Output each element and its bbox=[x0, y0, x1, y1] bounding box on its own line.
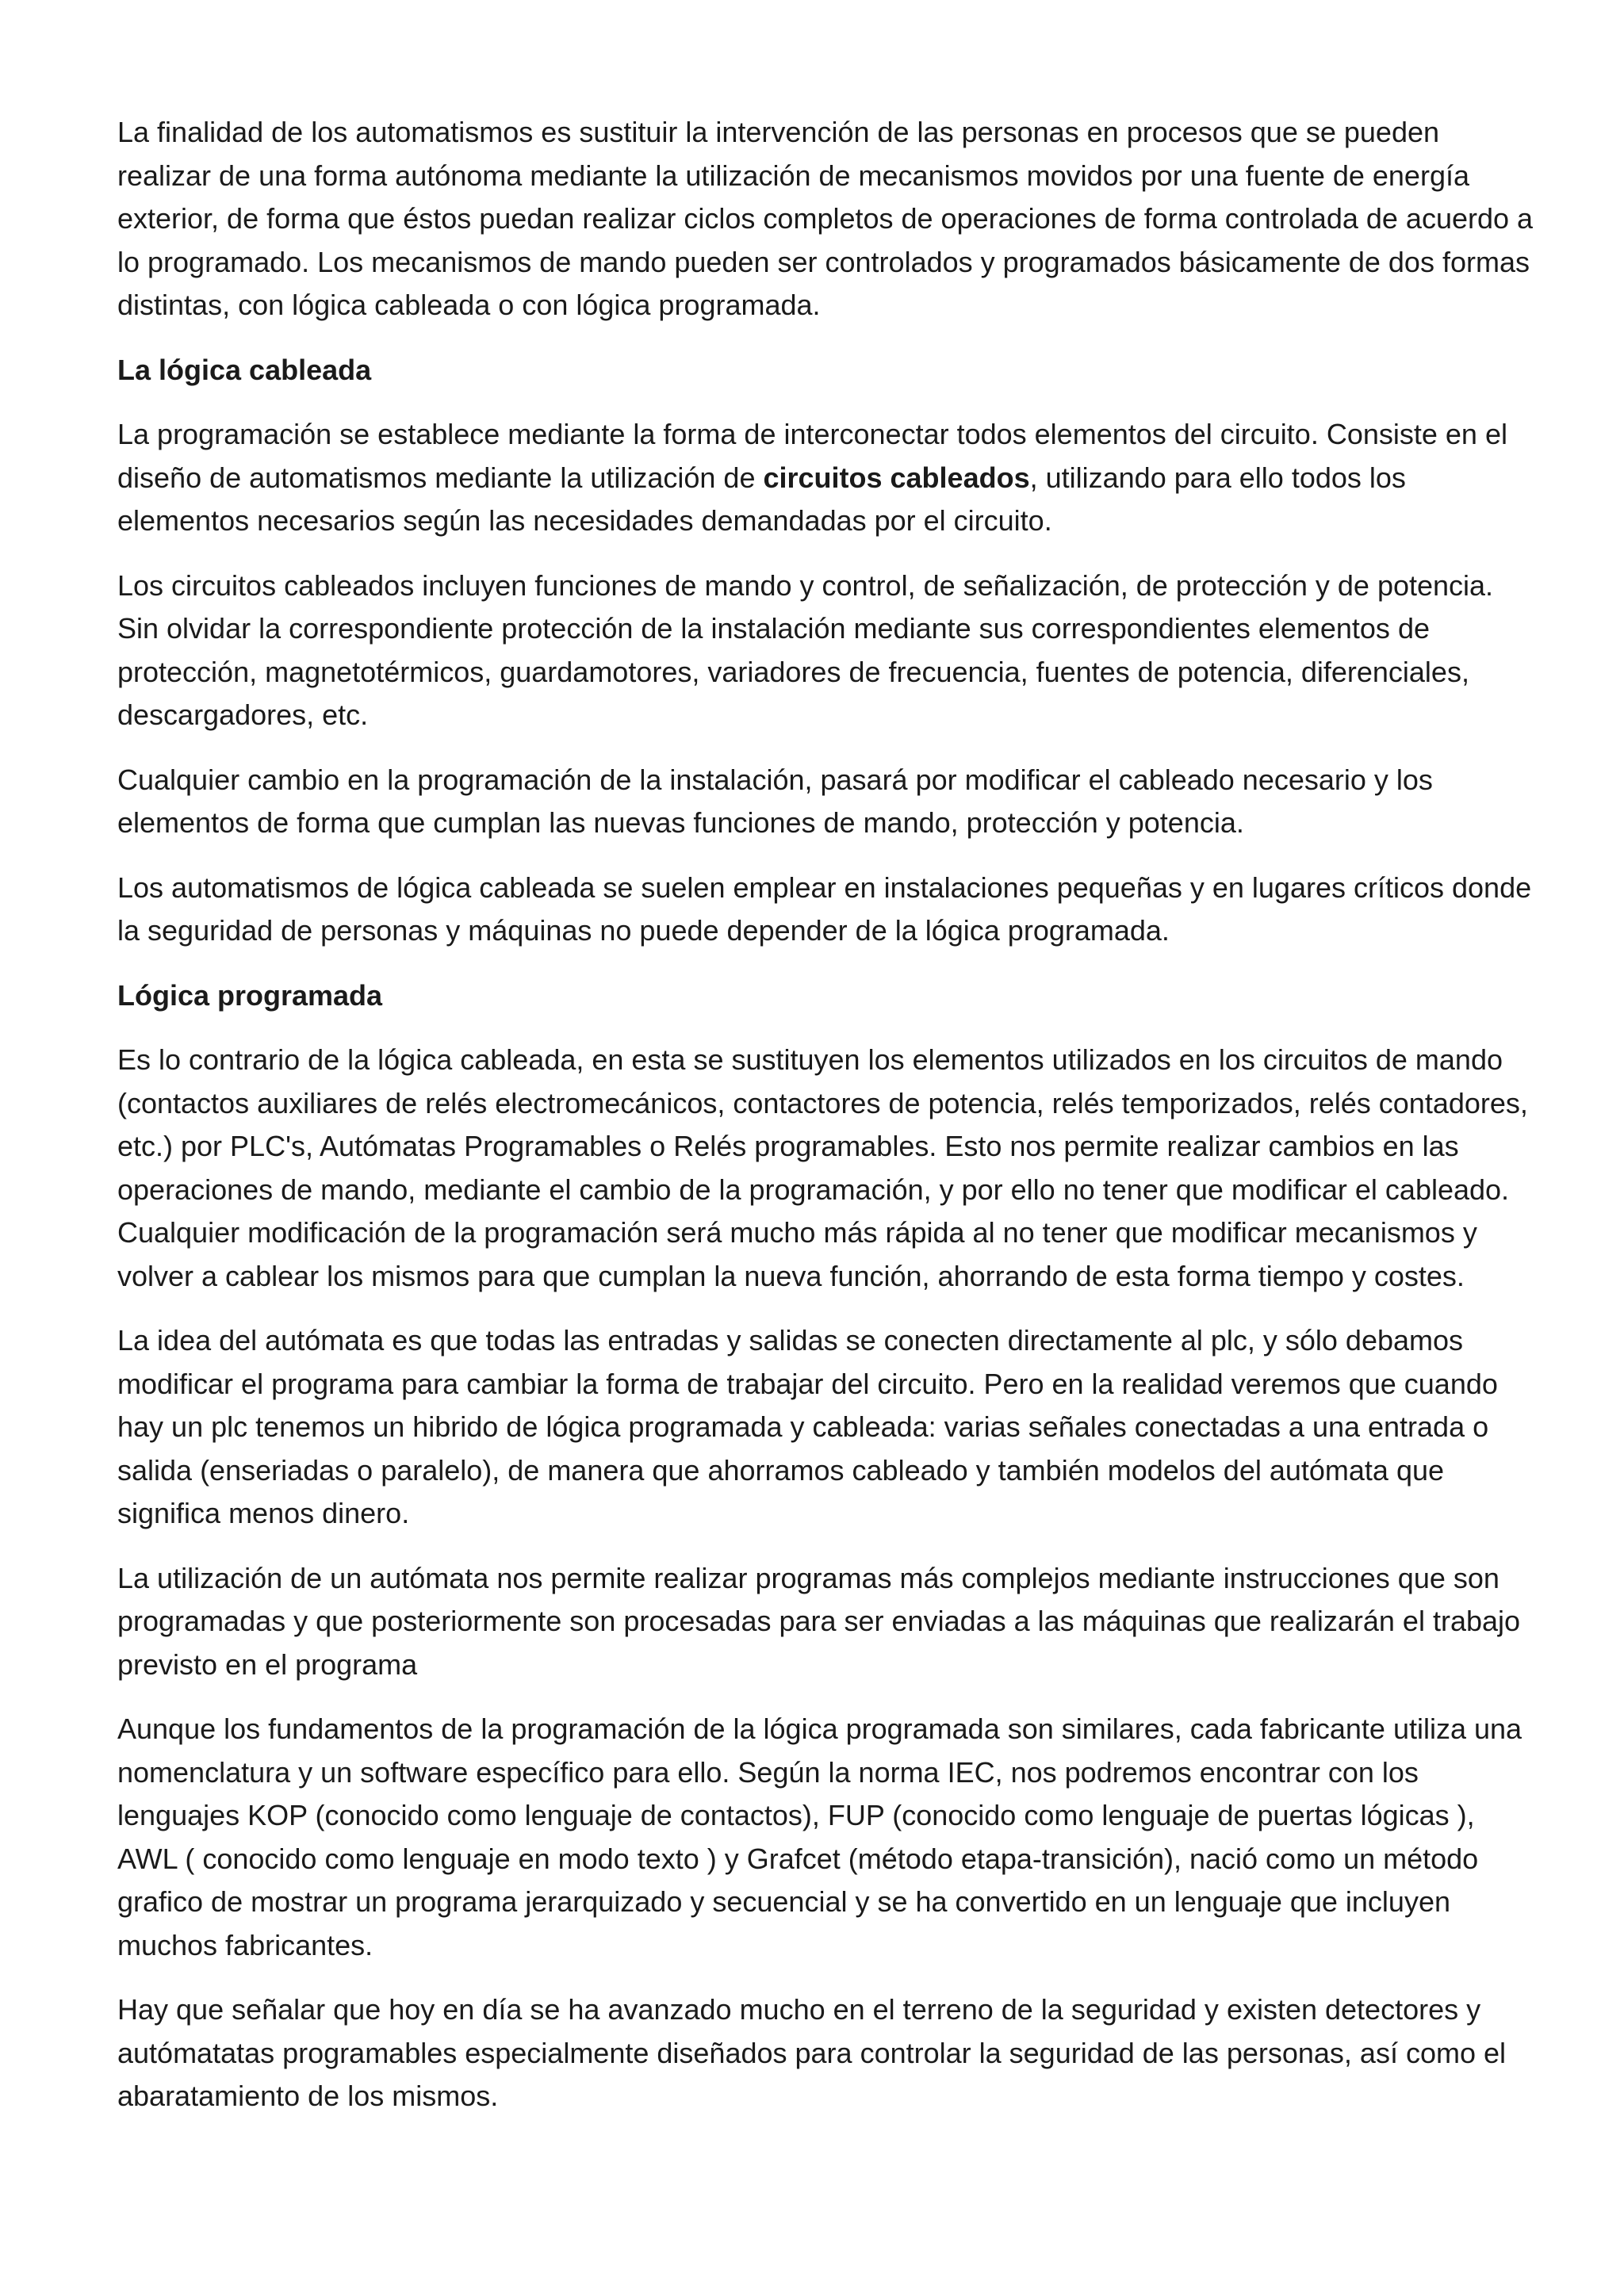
heading-logica-cableada: La lógica cableada bbox=[117, 353, 372, 386]
paragraph-cambio-programacion: Cualquier cambio en la programación de la instalación, pasará por modificar el cableado necesario y los elementos de forma que cumplan las nuevas funciones de mando, protección y potencia. bbox=[117, 763, 1433, 839]
paragraph-utilizacion-automata: La utilización de un autómata nos permite realizar programas más complejos mediante instrucciones que son programadas y que posteriormente son procesadas para ser enviadas a las máquinas que realizarán el trabajo previsto en el programa bbox=[117, 1561, 1521, 1681]
paragraph-circuitos-cableados: Los circuitos cableados incluyen funciones de mando y control, de señalización, de protección y de potencia. Sin olvidar la correspondiente protección de la instalación mediante sus correspondientes elementos de protección, magnetotérmicos, guardamotores, variadores de frecuencia, fuentes de potencia, diferenciales, descargadores, etc. bbox=[117, 568, 1494, 731]
bold-term-circuitos-cableados: circuitos cableados bbox=[763, 461, 1030, 494]
paragraph-uso-cableada: Los automatismos de lógica cableada se suelen emplear en instalaciones pequeñas y en lugares críticos donde la seguridad de personas y máquinas no puede depender de la lógica programada. bbox=[117, 871, 1532, 947]
paragraph-lenguajes: Aunque los fundamentos de la programación de la lógica programada son similares, cada fabricante utiliza una nomenclatura y un software específico para ello. Según la norma IEC, nos podremos encontrar con los lenguajes KOP (conocido como lenguaje de contactos), FUP (conocido como lenguaje de puertas lógicas ), AWL ( conocido como lenguaje en modo texto ) y Grafcet (método etapa-transición), nació como un método grafico de mostrar un programa jerarquizado y secuencial y se ha convertido en un lenguaje que incluyen muchos fabricantes. bbox=[117, 1712, 1522, 1961]
paragraph-programacion-cableada bbox=[117, 413, 1537, 543]
paragraph-seguridad: Hay que señalar que hoy en día se ha avanzado mucho en el terreno de la seguridad y existen detectores y autómatatas programables especialmente diseñados para controlar la seguridad de las personas, así como el abaratamiento de los mismos. bbox=[117, 1993, 1507, 2112]
document-page bbox=[117, 111, 1537, 2140]
paragraph-idea-automata: La idea del autómata es que todas las entradas y salidas se conecten directamente al plc, y sólo debamos modificar el programa para cambiar la forma de trabajar del circuito. Pero en la realidad veremos que cuando hay un plc tenemos un hibrido de lógica programada y cableada: varias señales conectadas a una entrada o salida (enseriadas o paralelo), de manera que ahorramos cableado y también modelos del autómata que significa menos dinero. bbox=[117, 1324, 1498, 1529]
paragraph-text: , utilizando para ello todos los elementos necesarios según las necesidades demandadas por el circuito. bbox=[117, 461, 1406, 537]
paragraph-text: La programación se establece mediante la forma de interconectar todos elementos del circuito. Consiste en el diseño de automatismos mediante la utilización de bbox=[117, 418, 1507, 494]
heading-logica-programada: Lógica programada bbox=[117, 978, 383, 1012]
paragraph-intro: La finalidad de los automatismos es sustituir la intervención de las personas en procesos que se pueden realizar de una forma autónoma mediante la utilización de mecanismos movidos por una fuente de energía exterior, de forma que éstos puedan realizar ciclos completos de operaciones de forma controlada de acuerdo a lo programado. Los mecanismos de mando pueden ser controlados y programados básicamente de dos formas distintas, con lógica cableada o con lógica programada. bbox=[117, 116, 1534, 321]
paragraph-logica-programada: Es lo contrario de la lógica cableada, en esta se sustituyen los elementos utilizados en los circuitos de mando (contactos auxiliares de relés electromecánicos, contactores de potencia, relés temporizados, relés contadores, etc.) por PLC's, Autómatas Programables o Relés programables. Esto nos permite realizar cambios en las operaciones de mando, mediante el cambio de la programación, y por ello no tener que modificar el cableado. Cualquier modificación de la programación será mucho más rápida al no tener que modificar mecanismos y volver a cablear los mismos para que cumplan la nueva función, ahorrando de esta forma tiempo y costes. bbox=[117, 1043, 1528, 1292]
